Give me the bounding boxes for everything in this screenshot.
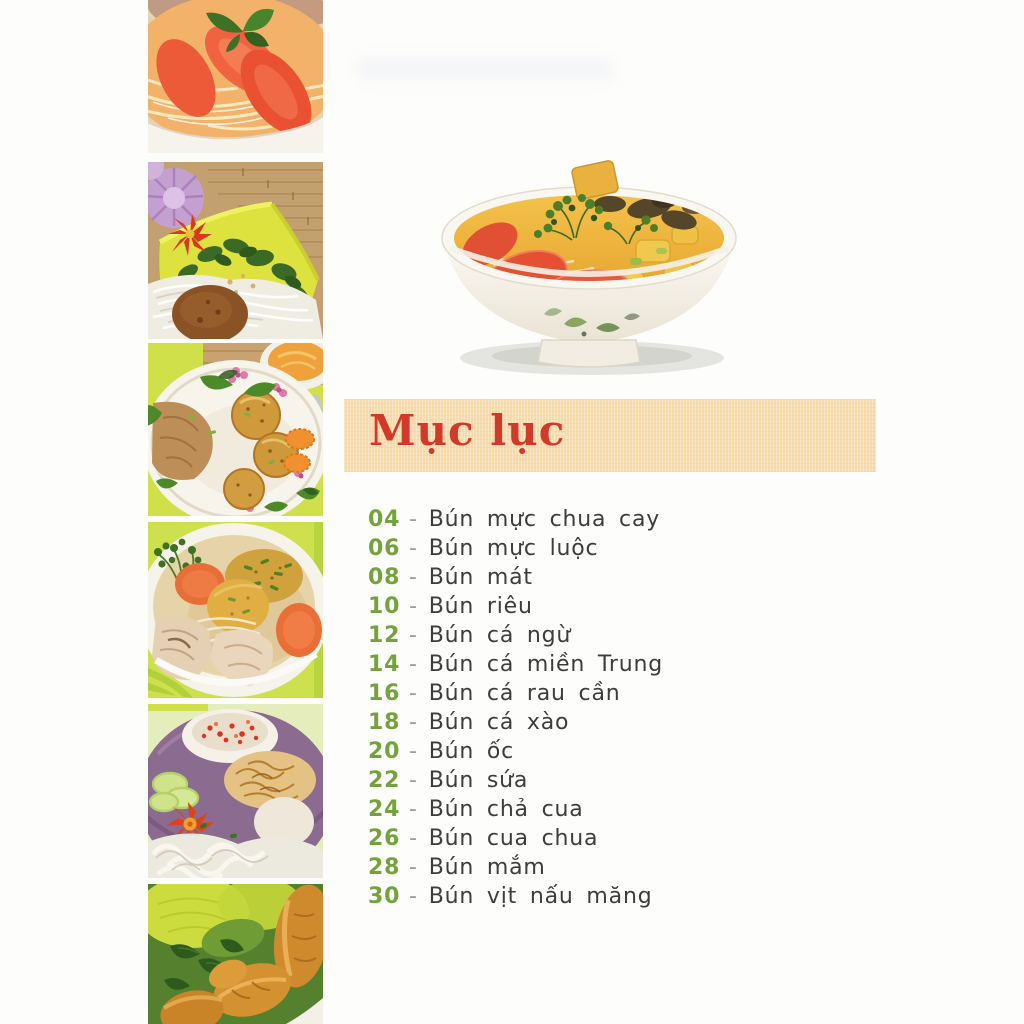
toc-separator: - <box>409 594 418 619</box>
toc-separator: - <box>409 739 418 764</box>
toc-item-title: Bún mực luộc <box>428 536 599 561</box>
hero-bowl-illustration <box>424 148 754 383</box>
toc-item-title: Bún mát <box>428 565 533 590</box>
toc-page-number: 14 <box>368 652 401 677</box>
photo-hero-curry-noodle-bowl <box>424 148 754 383</box>
toc-item <box>368 534 663 563</box>
toc-item <box>368 563 663 592</box>
toc-page-number: 16 <box>368 681 401 706</box>
toc-page-number: 04 <box>368 507 401 532</box>
toc-page-number: 28 <box>368 855 401 880</box>
toc-item-title: Bún cá rau cần <box>428 681 621 706</box>
toc-page-number: 22 <box>368 768 401 793</box>
toc-item-title: Bún cá xào <box>428 710 570 735</box>
toc-item-title: Bún mắm <box>428 855 546 880</box>
photo-noodle-salad-chili-flower <box>148 162 323 339</box>
toc-page-number: 12 <box>368 623 401 648</box>
toc-item <box>368 824 663 853</box>
toc-item-title: Bún mực chua cay <box>428 507 661 532</box>
toc-page-number: 30 <box>368 884 401 909</box>
spring-rolls-illustration <box>148 884 323 1024</box>
toc-page-number: 06 <box>368 536 401 561</box>
toc-separator: - <box>409 768 418 793</box>
toc-separator: - <box>409 884 418 909</box>
toc-separator: - <box>409 826 418 851</box>
toc-separator: - <box>409 623 418 648</box>
toc-item <box>368 737 663 766</box>
toc-item <box>368 621 663 650</box>
toc-banner <box>344 399 876 472</box>
photo-purple-plate-noodles <box>148 704 323 878</box>
toc-page-number: 08 <box>368 565 401 590</box>
toc-separator: - <box>409 681 418 706</box>
toc-item <box>368 679 663 708</box>
toc-item-title: Bún ốc <box>428 739 515 764</box>
toc-item-title: Bún cua chua <box>428 826 599 851</box>
toc-separator: - <box>409 855 418 880</box>
toc-item <box>368 505 663 534</box>
toc-page-number: 26 <box>368 826 401 851</box>
toc-separator: - <box>409 710 418 735</box>
toc-item-title: Bún cá ngừ <box>428 623 572 648</box>
fried-patties-illustration <box>148 343 323 516</box>
toc-separator: - <box>409 507 418 532</box>
toc-page-number: 18 <box>368 710 401 735</box>
toc-page-number: 24 <box>368 797 401 822</box>
noodle-salad-illustration <box>148 162 323 339</box>
toc-item <box>368 882 663 911</box>
toc-item <box>368 592 663 621</box>
toc-item <box>368 795 663 824</box>
photo-fried-patties-plate <box>148 343 323 516</box>
toc-separator: - <box>409 565 418 590</box>
noodle-soup-illustration <box>148 0 323 153</box>
toc-separator: - <box>409 652 418 677</box>
photo-pork-fishcake-soup <box>148 522 323 698</box>
page-title: Mục lục <box>369 406 566 455</box>
toc-item-title: Bún sứa <box>428 768 529 793</box>
toc-list <box>368 505 663 911</box>
photo-noodle-soup-tomato-mint <box>148 0 323 153</box>
toc-page-number: 10 <box>368 594 401 619</box>
toc-item-title: Bún riêu <box>428 594 533 619</box>
toc-item-title: Bún chả cua <box>428 797 584 822</box>
purple-plate-illustration <box>148 704 323 878</box>
toc-separator: - <box>409 797 418 822</box>
pork-soup-illustration <box>148 522 323 698</box>
toc-separator: - <box>409 536 418 561</box>
toc-item <box>368 766 663 795</box>
photo-spring-rolls <box>148 884 323 1024</box>
toc-item-title: Bún cá miền Trung <box>428 652 664 677</box>
toc-item <box>368 650 663 679</box>
faint-watermark <box>356 56 614 82</box>
toc-item <box>368 708 663 737</box>
toc-page-number: 20 <box>368 739 401 764</box>
toc-item <box>368 853 663 882</box>
toc-item-title: Bún vịt nấu măng <box>428 884 653 909</box>
